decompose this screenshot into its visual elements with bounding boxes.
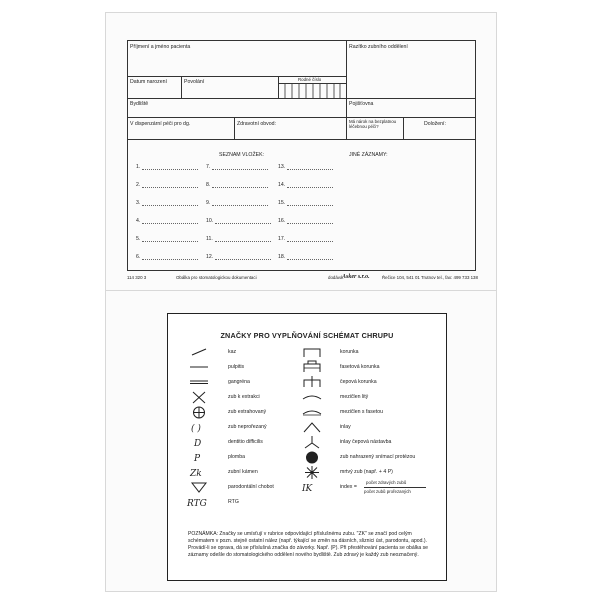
birth-number-boxes[interactable] (278, 83, 346, 99)
crown-icon (298, 345, 338, 359)
insert-number: 14. (278, 182, 286, 188)
legend-item-periodontal: parodontální chobot (186, 480, 306, 494)
insert-number: 8. (206, 182, 211, 188)
svg-text:IK: IK (302, 484, 313, 494)
form-row-line (127, 117, 476, 118)
insert-entry-field[interactable] (287, 187, 333, 188)
birth-number-grid (278, 84, 346, 99)
insert-entry-field[interactable] (142, 241, 198, 242)
insert-entry-field[interactable] (287, 223, 333, 224)
calculus-icon (186, 465, 226, 479)
gangrene-icon (186, 375, 226, 389)
insert-number: 10. (206, 218, 214, 224)
prosthesis-icon (298, 450, 338, 464)
legend-item-extracted: zub extrahovaný (186, 405, 306, 419)
legend-item-unerupted: ( ) zub neprořezaný (186, 420, 306, 434)
legend-item-inlay: inlay (298, 420, 438, 434)
insert-number: 18. (278, 254, 286, 260)
legend-item-caries: kaz (186, 345, 306, 359)
insert-entry-field[interactable] (142, 205, 198, 206)
legend-note: POZNÁMKA: Značky se umísťují v rubrice odpovídající příslušnému zubu. "ZK" se značí pod celým schématem v pozn. stejně ostatní nález (např. týkající se změn na dásních, sliznici úst, parodontu, apod.). Provádí-li se oprava, dá se příslušná značka do závorky. Např. (P). Při přestěhování pacienta se obálka se záznamy odešle do stomatologického oddělení nového bydliště. Zub zdravý je každý zub neoznačený. (188, 531, 428, 558)
inserts-title: SEZNAM VLOŽEK: (219, 152, 264, 158)
legend-item-index: IK index = počet zdravých zubů počet zubů prořezaných (298, 480, 438, 498)
insert-entry-field[interactable] (212, 187, 268, 188)
legend-item-pin-inlay: inlay čepová nástavba (298, 435, 438, 449)
periodontal-pocket-icon (186, 480, 226, 494)
insert-entry-field[interactable] (287, 241, 333, 242)
record-envelope-sheet (105, 12, 497, 291)
index-denominator: počet zubů prořezaných (364, 489, 411, 494)
svg-text:P: P (194, 454, 201, 464)
insert-number: 5. (136, 236, 141, 242)
legend-item-dentitio: D dentitio difficilis (186, 435, 306, 449)
health-district-label: Zdravotní obvod: (237, 121, 276, 127)
form-column-divider (346, 40, 347, 139)
legend-item-facet-pontic: mezičlen s fasetou (298, 405, 438, 419)
insert-number: 13. (278, 164, 286, 170)
extracted-icon (186, 405, 226, 419)
until-label: Doložení: (424, 121, 446, 127)
legend-item-calculus: Zk zubní kámen (186, 465, 306, 479)
legend-item-prosthesis: zub nahrazený snímací protézou (298, 450, 438, 464)
insert-number: 16. (278, 218, 286, 224)
legend-item-pulpitis: pulpitis (186, 360, 306, 374)
rtg-icon (186, 495, 226, 509)
footer-code: 114 320 3 (127, 275, 147, 280)
facet-crown-icon (298, 360, 338, 374)
legend-item-facet-crown: fasetová korunka (298, 360, 438, 374)
legend-box (167, 313, 447, 581)
caries-icon (186, 345, 226, 359)
form-top-border (127, 40, 476, 41)
insert-entry-field[interactable] (215, 223, 271, 224)
pontic-icon (298, 390, 338, 404)
insert-entry-field[interactable] (142, 223, 198, 224)
svg-text:Zk: Zk (190, 469, 202, 479)
legend-item-dead-tooth: mrtvý zub (např. + 4 P) (298, 465, 438, 479)
index-fraction-line (364, 487, 426, 488)
legend-item-rtg: RTG RTG (186, 495, 306, 509)
legend-item-pin-crown: čepová korunka (298, 375, 438, 389)
insert-entry-field[interactable] (142, 187, 198, 188)
patient-name-label: Příjmení a jméno pacienta (130, 44, 191, 50)
insert-entry-field[interactable] (215, 241, 271, 242)
form-cell-divider (181, 76, 182, 98)
occupation-label: Povolání (184, 79, 205, 85)
other-records-title: JINÉ ZÁZNAMY: (349, 152, 388, 158)
insert-entry-field[interactable] (142, 259, 198, 260)
insert-entry-field[interactable] (287, 169, 333, 170)
insert-entry-field[interactable] (212, 205, 268, 206)
footer-address: Řečice 104, 541 01 Trutnov tel., fax: 499 733 138 (382, 275, 478, 280)
facet-pontic-icon (298, 405, 338, 419)
insert-entry-field[interactable] (287, 205, 333, 206)
dentist-stamp-label: Razítko zubního oddělení (349, 44, 408, 50)
form-cell-divider (403, 117, 404, 139)
footer-title: Obálka pro stomatologickou dokumentaci (176, 275, 257, 280)
inlay-icon (298, 420, 338, 434)
insert-number: 3. (136, 200, 141, 206)
form-left-border (127, 40, 128, 271)
form-bottom-border (127, 270, 476, 271)
birth-number-label: Rodné číslo (298, 77, 322, 82)
free-care-label: Má nárok na bezplatnou léčebnou péči? (349, 119, 397, 129)
extraction-icon (186, 390, 226, 404)
footer-publisher-label: dodává: (328, 275, 344, 280)
pin-inlay-icon (298, 435, 338, 449)
legend-item-crown: korunka (298, 345, 438, 359)
insert-entry-field[interactable] (142, 169, 198, 170)
insert-number: 2. (136, 182, 141, 188)
form-row-line (127, 139, 476, 140)
index-numerator: počet zdravých zubů (366, 480, 407, 485)
unerupted-icon (186, 420, 226, 434)
dead-tooth-icon (298, 465, 338, 479)
index-icon (298, 480, 338, 494)
svg-text:D: D (194, 439, 202, 449)
legend-item-pontic: mezičlen litý (298, 390, 438, 404)
insert-entry-field[interactable] (287, 259, 333, 260)
legend-item-extraction: zub k extrakci (186, 390, 306, 404)
insurance-label: Pojišťovna (349, 101, 374, 107)
pulpitis-icon (186, 360, 226, 374)
birth-date-label: Datum narození (130, 79, 167, 85)
dentitio-icon (186, 435, 226, 449)
footer-brand-logo: Asker s.r.o. (342, 274, 370, 280)
insert-number: 17. (278, 236, 286, 242)
residence-label: Bydliště (130, 101, 149, 107)
insert-number: 11. (206, 236, 213, 242)
dispensary-care-label: V dispenzární péči pro dg. (130, 121, 191, 127)
insert-number: 7. (206, 164, 211, 170)
form-right-border (475, 40, 476, 271)
form-cell-divider (234, 117, 235, 139)
legend-item-gangrene: gangréna (186, 375, 306, 389)
legend-item-filling: P plomba (186, 450, 306, 464)
svg-text:RTG: RTG (187, 499, 207, 509)
insert-number: 1. (136, 164, 141, 170)
insert-number: 15. (278, 200, 286, 206)
insert-number: 9. (206, 200, 211, 206)
plaque-icon (186, 450, 226, 464)
insert-number: 6. (136, 254, 141, 260)
insert-entry-field[interactable] (212, 169, 268, 170)
insert-entry-field[interactable] (215, 259, 271, 260)
insert-number: 12. (206, 254, 214, 260)
insert-number: 4. (136, 218, 141, 224)
svg-text:( ): ( ) (191, 424, 201, 434)
pin-crown-icon (298, 375, 338, 389)
legend-title: ZNAČKY PRO VYPLŇOVÁNÍ SCHÉMAT CHRUPU (220, 331, 394, 340)
